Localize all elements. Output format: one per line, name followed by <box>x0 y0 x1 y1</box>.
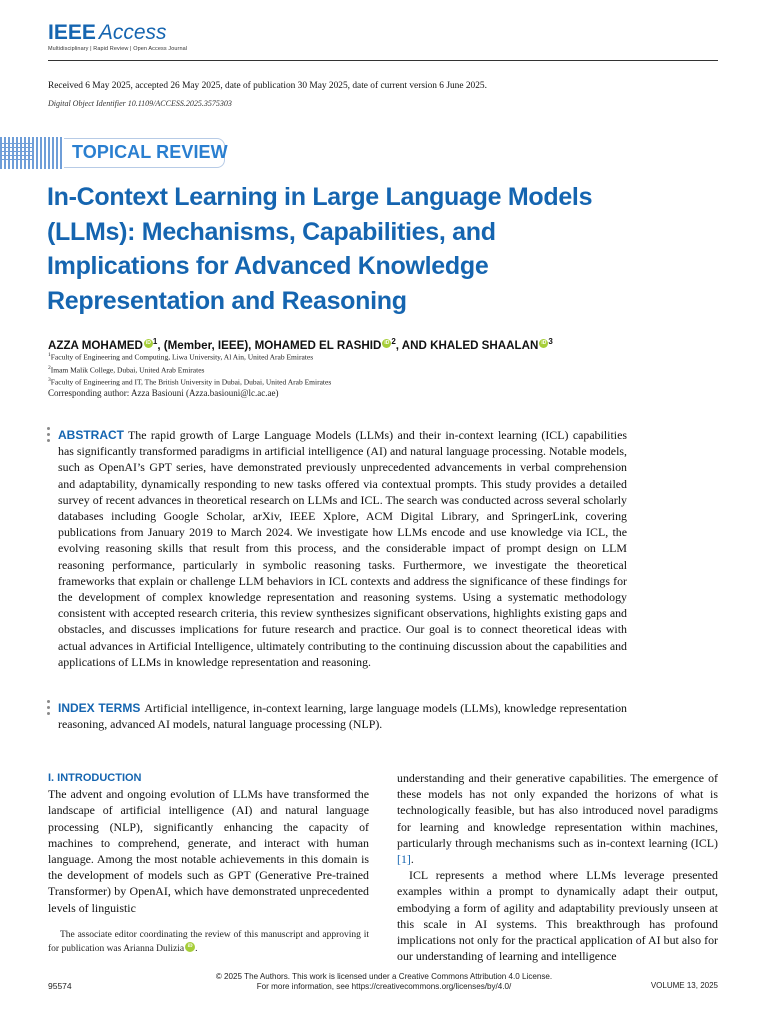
page-number: 95574 <box>48 981 72 991</box>
citation-link-1[interactable]: [1] <box>397 852 411 867</box>
index-terms <box>58 700 627 732</box>
author-3-prefix: , AND <box>395 338 431 352</box>
orcid-icon[interactable]: iD <box>541 340 547 346</box>
author-2: MOHAMED EL RASHID <box>254 338 382 352</box>
paper-title: In-Context Learning in Large Language Models (LLMs): Mechanisms, Capabilities, and Implications for Advanced Knowledge Representation and Reasoning <box>47 183 593 315</box>
abstract <box>58 427 627 670</box>
abstract-label: ABSTRACT <box>58 428 124 442</box>
journal-tagline: Multidisciplinary | Rapid Review | Open Access Journal <box>48 46 188 52</box>
affiliation-1: $^1$Faculty of Engineering and Computing, Liwa University, Al Ain, United Arab Emirates <box>48 352 314 362</box>
index-terms-label: INDEX TERMS <box>58 701 141 715</box>
affiliations <box>48 350 331 388</box>
intro-paragraph-2: ICL represents a method where LLMs leverage presented examples within a prompt to dynamically adapt their output, embodying a form of agility and adaptability previously unseen at this scale in AI systems. This breakthrough has profound implications not only for the practical application of AI but also for our understanding of learning and intelligence <box>397 868 718 964</box>
affiliation-2: $^2$Imam Malik College, Dubai, United Arab Emirates <box>48 364 205 374</box>
topical-review-banner <box>0 137 230 169</box>
orcid-icon[interactable]: iD <box>185 942 195 952</box>
section-heading-introduction: I. INTRODUCTION <box>48 772 142 784</box>
banner-label: TOPICAL REVIEW <box>72 142 228 162</box>
author-1-role: , (Member, IEEE), <box>157 338 255 352</box>
header-divider <box>48 60 718 61</box>
abstract-dots-icon <box>47 427 50 445</box>
corresponding-author: Corresponding author: Azza Basiouni (Azza.basiouni@lc.ac.ae) <box>48 388 279 398</box>
journal-logo <box>48 22 167 44</box>
license-line-2[interactable]: For more information, see https://creativecommons.org/licenses/by/4.0/ <box>256 982 512 991</box>
index-terms-dots-icon <box>47 700 50 718</box>
abstract-text: The rapid growth of Large Language Models (LLMs) and their in-context learning (ICL) capabilities has significantly transformed paradigms in artificial intelligence (AI) and natural language processing. Notable models, such as OpenAI’s GPT series, have demonstrated previously unprecedented advancements in verbal comprehension and adaptability, dynamically responding to new tasks offered via contextual prompts. This study provides a detailed survey of recent advances in theoretical research on LLMs and ICL. The search was conducted across several scholarly databases including Google Scholar, arXiv, IEEE Xplore, ACM Digital Library, and SpringerLink, covering publications from January 2019 to March 2024. We investigate how LLMs encode and use knowledge via ICL, the evolving reasoning skills that result from this process, and the considerable impact of prompt design on LLM reasoning performance, particularly in symbolic reasoning tasks. Furthermore, we investigate the theoretical frameworks that explain or challenge LLM behaviors in ICL contexts and address the significance of these findings for the development of complex knowledge representation and reasoning systems. Using a systematic methodology consistent with accepted research criteria, this review synthesizes significant observations, highlights existing gaps and obstacles, and discusses implications for future research and practice. Our goal is to connect theoretical ideas with actual advances in Artificial Intelligence, ultimately contributing to the continuing discussion about the capabilities and applications of LLMs in knowledge representation and reasoning. <box>58 428 627 669</box>
body-column-right <box>397 770 718 964</box>
author-1: AZZA MOHAMED <box>48 338 143 352</box>
editor-footnote: The associate editor coordinating the review of this manuscript and approving it for publication was Arianna Dulizia iD . <box>48 930 369 955</box>
orcid-icon[interactable]: iD <box>384 340 390 346</box>
author-1-affil: 1 <box>152 337 158 346</box>
volume-info: VOLUME 13, 2025 <box>650 981 718 990</box>
index-terms-text: Artificial intelligence, in-context learning, large language models (LLMs), knowledge representation reasoning, advanced AI models, natural language processing (NLP). <box>58 701 627 732</box>
affiliation-3: $^3$Faculty of Engineering and IT, The British University in Dubai, Dubai, United Arab Emirates <box>48 377 332 387</box>
received-dates: Received 6 May 2025, accepted 26 May 2025, date of publication 30 May 2025, date of current version 6 June 2025. <box>48 81 487 91</box>
intro-paragraph-1: The advent and ongoing evolution of LLMs have transformed the landscape of artificial intelligence (AI) and natural language processing (NLP), significantly enhancing the capacity of machines to comprehend, generate, and interact with human language. Among the most notable achievements in this domain is the development of models such as GPT (Generative Pre-trained Transformer) by OpenAI, which have demonstrated unprecedented levels of linguistic <box>48 787 369 915</box>
doi: Digital Object Identifier 10.1109/ACCESS.2025.3575303 <box>48 99 232 108</box>
author-2-affil: 2 <box>391 337 396 346</box>
intro-paragraph-1-cont: understanding and their generative capabilities. The emergence of these models has not only expanded the horizons of what is technologically feasible, but has also introduced novel paradigms for learning and knowledge representation within machines, particularly through mechanisms such as in-context learning (ICL) [1]. <box>397 771 718 867</box>
journal-ieee: IEEE <box>48 21 96 44</box>
author-3-affil: 3 <box>548 337 553 346</box>
author-3: KHALED SHAALAN <box>430 338 539 352</box>
banner-stripes-icon <box>0 137 64 169</box>
orcid-icon[interactable]: iD <box>145 340 151 346</box>
body-column-left <box>48 770 369 916</box>
journal-access: Access <box>98 21 167 44</box>
license-line-1: © 2025 The Authors. This work is licensed under a Creative Commons Attribution 4.0 License. <box>215 972 553 981</box>
